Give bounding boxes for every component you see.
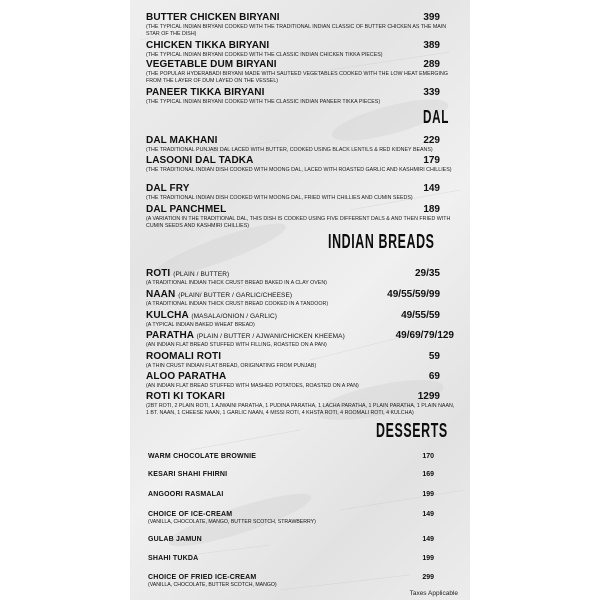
- item-description: (VANILLA, CHOCOLATE, MANGO, BUTTER SCOTCH, STRAWBERRY): [148, 519, 316, 525]
- item-description: (THE TYPICAL INDIAN BIRYANI COOKED WITH THE TRADITIONAL INDIAN CLASSIC OF BUTTER CHICKEN AS THE MAIN STAR OF THE DISH): [146, 24, 447, 37]
- item-name: NAAN: [146, 289, 176, 300]
- item-name: PANEER TIKKA BIRYANI: [146, 87, 265, 98]
- item-price: 169: [422, 471, 434, 478]
- item-name: ROTI: [146, 268, 171, 279]
- item-name: BUTTER CHICKEN BIRYANI: [146, 12, 280, 23]
- item-name: ROOMALI ROTI: [146, 351, 222, 362]
- menu-item-dal-panchmel: [146, 204, 458, 229]
- item-description: (A TRADITIONAL INDIAN THICK CRUST BREAD COOKED IN A TANDOOR): [146, 301, 329, 307]
- item-price: 399: [423, 12, 440, 23]
- item-name: CHOICE OF ICE-CREAM: [148, 511, 233, 518]
- menu-item-roomali-roti: [146, 351, 458, 370]
- item-name: WARM CHOCOLATE BROWNIE: [148, 453, 257, 460]
- item-name: KULCHA: [146, 310, 189, 321]
- menu-item-butter-chicken-biryani: [146, 12, 458, 37]
- item-name: PARATHA: [146, 330, 194, 341]
- item-options: (PLAIN / BUTTER): [173, 271, 230, 278]
- item-price: 179: [423, 155, 440, 166]
- menu-item-roti: [146, 268, 458, 287]
- menu-item-lasooni-dal-tadka: [146, 155, 458, 174]
- item-description: (A TRADITIONAL INDIAN THICK CRUST BREAD BAKED IN A CLAY OVEN): [146, 280, 327, 286]
- item-description: (A VARIATION IN THE TRADITIONAL DAL, THIS DISH IS COOKED USING FIVE DIFFERENT DALS & AND THEN FRIED WITH CUMIN SEEDS AND KASHMIRI CHILLIES): [146, 216, 451, 229]
- item-name: GULAB JAMUN: [148, 536, 202, 543]
- item-price: 49/55/59: [401, 310, 440, 321]
- item-price: 199: [422, 491, 434, 498]
- item-name: SHAHI TUKDA: [148, 555, 199, 562]
- menu-item-choice-of-ice-cream: [148, 511, 454, 525]
- item-name: ALOO PARATHA: [146, 371, 227, 382]
- menu-item-naan: [146, 289, 458, 308]
- item-name: DAL FRY: [146, 183, 190, 194]
- item-price: 149: [423, 183, 440, 194]
- item-price: 229: [423, 135, 440, 146]
- item-price: 49/69/79/129: [395, 330, 454, 341]
- item-description: (THE POPULAR HYDERABADI BIRYANI MADE WITH SAUTEED VEGETABLES COOKED WITH THE LOW HEAT EMERGING FROM THE LAYER OF DUM LAYED ON THE VESSEL): [146, 71, 448, 84]
- item-description: (THE TYPICAL INDIAN BIRYANI COOKED WITH THE CLASSIC INDIAN PANEER TIKKA PIECES): [146, 99, 381, 105]
- item-description: (AN INDIAN FLAT BREAD STUFFED WITH FILLING, ROASTED ON A PAN): [146, 342, 327, 348]
- menu-item-dal-fry: [146, 183, 458, 202]
- item-description: (THE TRADITIONAL INDIAN DISH COOKED WITH MOONG DAL, LACED WITH ROASTED GARLIC AND KASHMIRI CHILLIES): [146, 167, 452, 173]
- section-heading-dal: DAL: [423, 107, 449, 127]
- menu-item-aloo-paratha: [146, 371, 458, 390]
- item-options: (MASALA/ONION / GARLIC): [191, 313, 278, 320]
- item-name: CHICKEN TIKKA BIRYANI: [146, 40, 270, 51]
- item-price: 149: [422, 511, 434, 518]
- menu-item-gulab-jamun: [148, 536, 454, 543]
- item-price: 1299: [417, 391, 440, 402]
- item-name: LASOONI DAL TADKA: [146, 155, 254, 166]
- menu-item-shahi-tukda: [148, 555, 454, 562]
- menu-item-kulcha: [146, 310, 458, 329]
- item-price: 199: [422, 555, 434, 562]
- item-description: (VANILLA, CHOCOLATE, BUTTER SCOTCH, MANGO): [148, 582, 277, 588]
- item-description: (THE TYPICAL INDIAN BIRYANI COOKED WITH THE CLASSIC INDIAN CHICKEN TIKKA PIECES): [146, 52, 383, 58]
- item-price: 189: [423, 204, 440, 215]
- item-description: (THE TRADITIONAL INDIAN DISH COOKED WITH MOONG DAL, FRIED WITH CHILLIES AND CUMIN SEEDS): [146, 195, 413, 201]
- item-name: VEGETABLE DUM BIRYANI: [146, 59, 277, 70]
- menu-page: [130, 0, 470, 600]
- menu-item-warm-chocolate-brownie: [148, 453, 454, 460]
- item-description: (A THIN CRUST INDIAN FLAT BREAD, ORIGINATING FROM PUNJAB): [146, 363, 317, 369]
- item-name: KESARI SHAHI FHIRNI: [148, 471, 228, 478]
- item-price: 149: [422, 536, 434, 543]
- item-name: ANGOORI RASMALAI: [148, 491, 224, 498]
- item-name: DAL MAKHANI: [146, 135, 218, 146]
- item-name: ROTI KI TOKARI: [146, 391, 225, 402]
- item-description: (THE TRADITIONAL PUNJABI DAL LACED WITH BUTTER, COOKED USING BLACK LENTILS & RED KIDNEY BEANS): [146, 147, 433, 153]
- item-price: 289: [423, 59, 440, 70]
- item-options: (PLAIN / BUTTER / AJWANI/CHICKEN KHEEMA): [196, 333, 345, 340]
- taxes-note: Taxes Applicable: [409, 590, 458, 597]
- item-price: 339: [423, 87, 440, 98]
- item-price: 299: [422, 574, 434, 581]
- item-description: (2BT ROTI, 2 PLAIN ROTI, 1 AJWAINI PARATHA, 1 PUDINA PARATHA, 1 LACHA PARATHA, 1 PLAIN PARATHA, 1 PLAIN NAAN, 1 BT. NAAN, 1 CHEESE NAAN, 1 GARLIC NAAN, 4 MISSI ROTI, 4 KHSTA ROTI, 4 ROOMALI ROTI, 4 KULCHA): [146, 403, 455, 416]
- item-price: 389: [423, 40, 440, 51]
- menu-item-dal-makhani: [146, 135, 458, 154]
- menu-item-paneer-tikka-biryani: [146, 87, 458, 106]
- item-price: 170: [422, 453, 434, 460]
- item-price: 59: [428, 351, 440, 362]
- section-heading-desserts: DESSERTS: [376, 420, 448, 442]
- item-price: 69: [428, 371, 440, 382]
- item-description: (A TYPICAL INDIAN BAKED WHEAT BREAD): [146, 322, 255, 328]
- item-name: CHOICE OF FRIED ICE-CREAM: [148, 574, 257, 581]
- item-description: (AN INDIAN FLAT BREAD STUFFED WITH MASHED POTATOES, ROASTED ON A PAN): [146, 383, 359, 389]
- menu-item-choice-of-fried-ice-cream: [148, 574, 454, 588]
- menu-item-angoori-rasmalai: [148, 491, 454, 498]
- menu-item-roti-ki-tokari: [146, 391, 458, 416]
- section-heading-indian-breads: INDIAN BREADS: [328, 231, 435, 253]
- menu-item-chicken-tikka-biryani: [146, 40, 458, 59]
- item-price: 49/55/59/99: [387, 289, 440, 300]
- menu-item-kesari-shahi-fhirni: [148, 471, 454, 478]
- item-options: (PLAIN/ BUTTER / GARLIC/CHEESE): [178, 292, 293, 299]
- menu-item-paratha: [146, 330, 458, 349]
- item-price: 29/35: [414, 268, 440, 279]
- menu-item-vegetable-dum-biryani: [146, 59, 458, 84]
- item-name: DAL PANCHMEL: [146, 204, 227, 215]
